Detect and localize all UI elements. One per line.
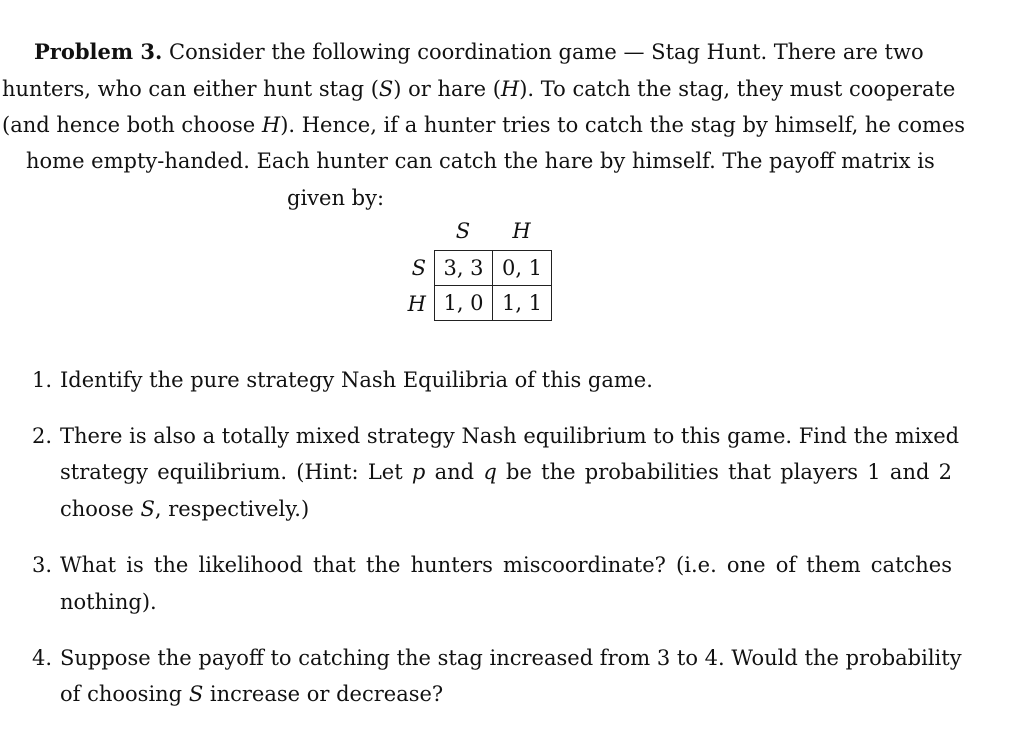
intro-line-4 xyxy=(26,148,935,174)
intro-text-2a: hunters, who can either hunt stag ( xyxy=(2,77,379,101)
intro-line-2 xyxy=(2,76,956,102)
question-text xyxy=(60,459,952,485)
matrix-cell-ss: 3, 3 xyxy=(434,250,493,286)
intro-line-3 xyxy=(2,112,966,138)
question-number: 4. xyxy=(31,646,52,670)
math-H: H xyxy=(500,77,520,101)
intro-text-4: home empty-handed. Each hunter can catch the hare by himself. The payoff matrix is xyxy=(26,149,935,173)
matrix-row-header-s: S xyxy=(411,256,426,280)
intro-text-2e: ). To catch the stag, they must cooperate xyxy=(519,77,956,101)
intro-text-5: given by: xyxy=(287,186,385,210)
matrix-cell-hs: 1, 0 xyxy=(434,285,493,321)
intro-text-3a: (and hence both choose xyxy=(2,113,262,137)
question-4-text-2a: of choosing xyxy=(60,682,189,706)
question-text xyxy=(60,681,443,707)
question-1-line-1: Identify the pure strategy Nash Equilibria of this game. xyxy=(60,368,653,392)
intro-text-3c: ). Hence, if a hunter tries to catch the stag by himself, he comes xyxy=(280,113,966,137)
question-2-text-2a: strategy equilibrium. (Hint: Let xyxy=(60,460,412,484)
question-text xyxy=(60,645,962,671)
question-4-line-1: Suppose the payoff to catching the stag increased from 3 to 4. Would the probability xyxy=(60,646,962,670)
question-text xyxy=(60,552,952,578)
question-3-line-1: What is the likelihood that the hunters miscoordinate? (i.e. one of them catches xyxy=(60,553,952,577)
matrix-cell-hh: 1, 1 xyxy=(492,285,552,321)
math-S: S xyxy=(140,497,155,521)
question-number: 1. xyxy=(31,368,52,392)
question-2-text-2c: and xyxy=(425,460,484,484)
math-H: H xyxy=(261,113,281,137)
question-number: 2. xyxy=(31,424,52,448)
math-S: S xyxy=(188,682,204,706)
matrix-col-header-h: H xyxy=(512,219,531,243)
math-p: p xyxy=(411,460,426,484)
question-text xyxy=(60,589,157,615)
intro-text-2c: ) or hare ( xyxy=(393,77,501,101)
intro-line-5 xyxy=(287,185,384,211)
math-S: S xyxy=(378,77,394,101)
problem-heading: Problem 3. xyxy=(34,39,163,64)
question-2-text-2e: be the probabilities that players 1 and 2 xyxy=(496,460,953,484)
question-2-text-3a: choose xyxy=(60,497,141,521)
matrix-cell-sh: 0, 1 xyxy=(492,250,552,286)
question-text xyxy=(60,367,653,393)
question-2-text-3c: , respectively.) xyxy=(154,497,310,521)
question-number: 3. xyxy=(31,553,52,577)
intro-line-1 xyxy=(34,39,924,65)
question-text xyxy=(60,496,309,522)
math-q: q xyxy=(483,460,497,484)
matrix-row-header-h: H xyxy=(407,292,426,316)
question-2-line-1: There is also a totally mixed strategy Nash equilibrium to this game. Find the mixed xyxy=(60,424,960,448)
question-3-line-2: nothing). xyxy=(60,590,157,614)
question-4-text-2c: increase or decrease? xyxy=(203,682,444,706)
question-text xyxy=(60,423,960,449)
intro-text-1: Consider the following coordination game — Stag Hunt. There are two xyxy=(169,40,924,64)
matrix-col-header-s: S xyxy=(455,219,471,243)
